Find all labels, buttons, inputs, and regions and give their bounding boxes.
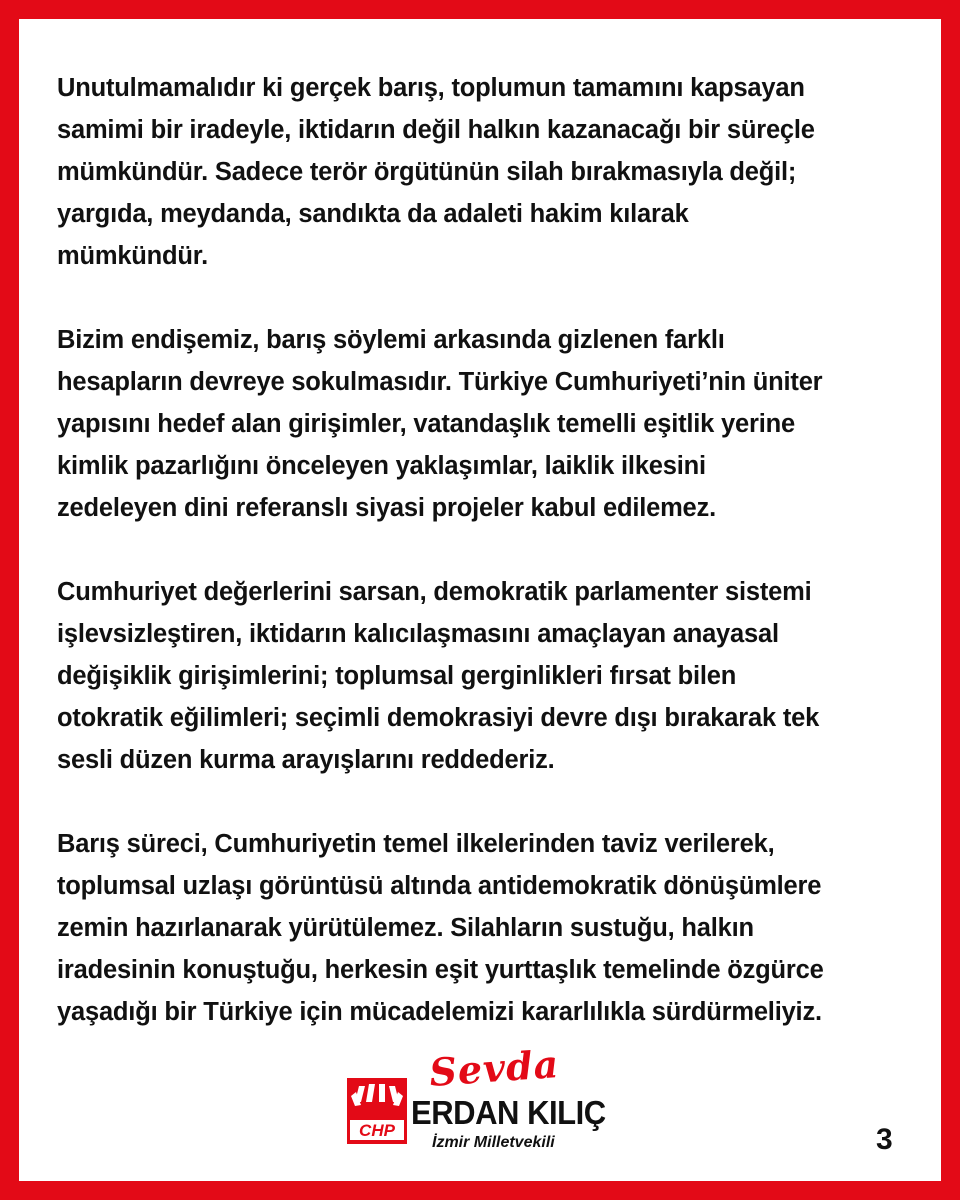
signature-role: İzmir Milletvekili [432, 1134, 555, 1151]
paragraph-3: Cumhuriyet değerlerini sarsan, demokratik parlamenter sistemi işlevsizleştiren, iktidarın kalıcılaşmasını amaçlayan anayasal değişiklik girişimlerini; toplumsal gerginlikleri fırsat bilen otokratik eğilimleri; seçimli demokrasiyi devre dışı bırakarak tek sesli düzen kurma arayışlarını reddederiz. [57, 578, 820, 774]
page-panel [19, 19, 941, 1181]
page-number: 3 [876, 1123, 893, 1156]
signature-block [347, 1041, 606, 1151]
signature-first-name: Sevda [427, 1041, 561, 1095]
paragraph-2: Bizim endişemiz, barış söylemi arkasında gizlenen farklı hesapların devreye sokulmasıdır. Türkiye Cumhuriyeti’nin üniter yapısını hedef alan girişimler, vatandaşlık temelli eşitlik yerine kimlik pazarlığını önceleyen yaklaşımlar, laiklik ilkesini zedeleyen dini referanslı siyasi projeler kabul edilemez. [57, 326, 823, 522]
chp-six-arrows-logo-icon [347, 1078, 407, 1144]
chp-logo-text: CHP [359, 1121, 395, 1140]
statement-body [57, 67, 927, 1075]
signature-last-name: ERDAN KILIÇ [411, 1094, 606, 1131]
paragraph-1: Unutulmamalıdır ki gerçek barış, toplumun tamamını kapsayan samimi bir iradeyle, iktidarın değil halkın kazanacağı bir süreçle mümkündür. Sadece terör örgütünün silah bırakmasıyla değil; yargıda, meydanda, sandıkta da adaleti hakim kılarak mümkündür. [57, 74, 815, 270]
paragraph-4: Barış süreci, Cumhuriyetin temel ilkelerinden taviz verilerek, toplumsal uzlaşı görüntüsü altında antidemokratik dönüşümlere zemin hazırlanarak yürütülemez. Silahların sustuğu, halkın iradesinin konuştuğu, herkesin eşit yurttaşlık temelinde özgürce yaşadığı bir Türkiye için mücadelemizi kararlılıkla sürdürmeliyiz. [57, 830, 824, 1026]
